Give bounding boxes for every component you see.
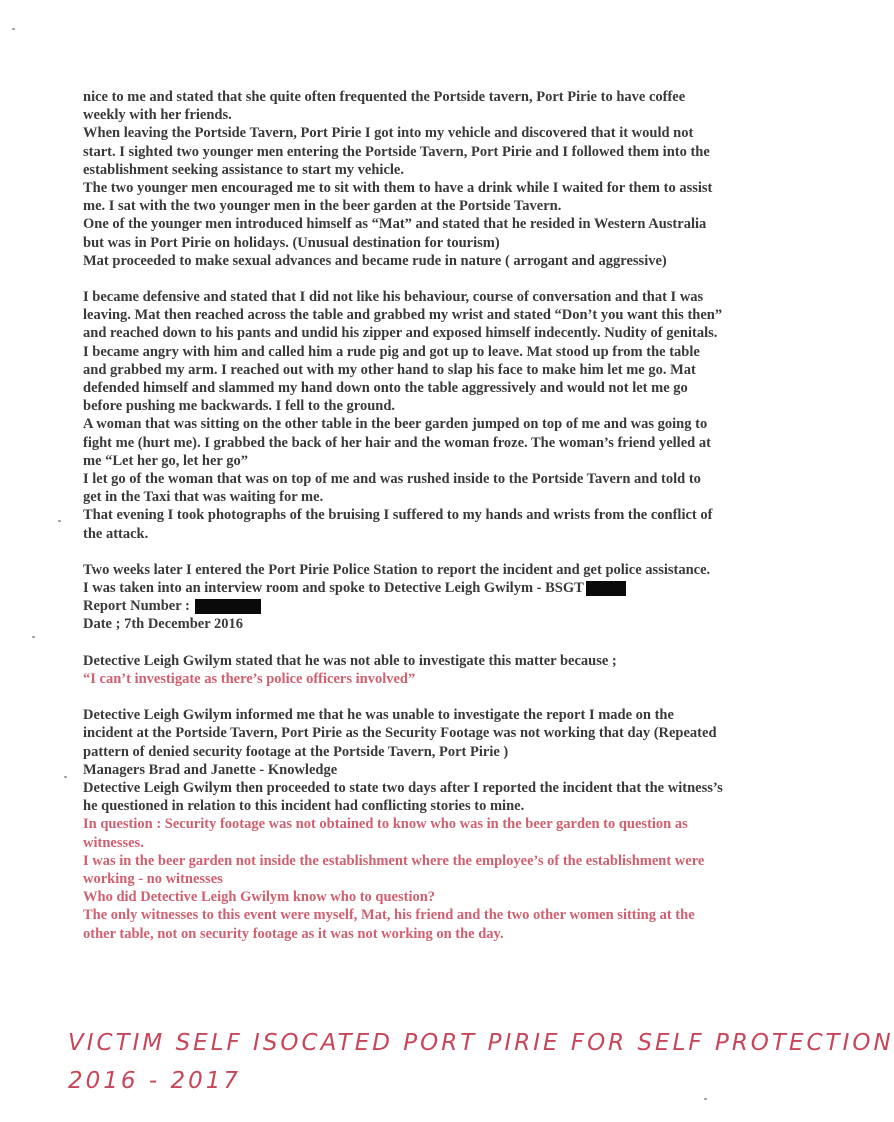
scan-speck bbox=[12, 28, 15, 30]
paragraph: Detective Leigh Gwilym informed me that he was unable to investigate the report I made on the incident at the Portside Tavern, Port Pirie as the Security Footage was not working that day (Repeated pattern of denied security footage at the Portside Tavern, Port Pirie ) bbox=[83, 707, 717, 760]
paragraph-gap bbox=[83, 688, 723, 706]
paragraph: I became angry with him and called him a rude pig and got up to leave. Mat stood up from the table and grabbed my arm. I reached out with my other hand to slap his face to make him let me go. Mat defended himself and slammed my hand down onto the table aggressively and would not let me go before pushing me backwards. I fell to the ground. bbox=[83, 343, 700, 415]
paragraph: Detective Leigh Gwilym stated that he was not able to investigate this matter because ; bbox=[83, 652, 617, 669]
report-number-label: Report Number : bbox=[83, 598, 190, 615]
paragraph: That evening I took photographs of the bruising I suffered to my hands and wrists from the conflict of the attack. bbox=[83, 507, 713, 542]
handwritten-note-line1: VICTIM SELF ISOCATED PORT PIRIE FOR SELF PROTECTION bbox=[68, 1030, 894, 1056]
interview-text: I was taken into an interview room and spoke to Detective Leigh Gwilym - BSGT bbox=[83, 580, 584, 597]
paragraph: I let go of the woman that was on top of me and was rushed inside to the Portside Tavern and told to get in the Taxi that was waiting for me. bbox=[83, 471, 701, 506]
scan-speck bbox=[64, 776, 67, 778]
red-note: The only witnesses to this event were myself, Mat, his friend and the two other women sitting at the other table, not on security footage as it was not working on the day. bbox=[83, 907, 695, 942]
paragraph: nice to me and stated that she quite often frequented the Portside tavern, Port Pirie to have coffee weekly with her friends. bbox=[83, 89, 686, 124]
red-note: I was in the beer garden not inside the establishment where the employee’s of the establishment were working - no witnesses bbox=[83, 852, 705, 887]
paragraph-gap bbox=[83, 634, 723, 652]
paragraph-gap bbox=[83, 543, 723, 561]
paragraph: One of the younger men introduced himself as “Mat” and stated that he resided in Western Australia but was in Port Pirie on holidays. (Unusual destination for tourism) bbox=[83, 216, 707, 251]
paragraph: I became defensive and stated that I did not like his behaviour, course of conversation and that I was leaving. Mat then reached across the table and grabbed my wrist and stated “Don’t you want this then” and reached down to his pants and undid his zipper and exposed himself indecently. Nudity of genitals. bbox=[83, 289, 723, 342]
redaction-box bbox=[586, 581, 626, 596]
paragraph: Two weeks later I entered the Port Pirie Police Station to report the incident and get police assistance. bbox=[83, 561, 711, 578]
statement-body bbox=[83, 88, 723, 943]
handwritten-note-line2: 2016 - 2017 bbox=[68, 1068, 241, 1094]
red-note: Who did Detective Leigh Gwilym know who to question? bbox=[83, 889, 436, 906]
interview-line bbox=[83, 579, 723, 597]
paragraph: Detective Leigh Gwilym then proceeded to state two days after I reported the incident that the witness’s he questioned in relation to this incident had conflicting stories to mine. bbox=[83, 779, 723, 815]
redaction-box bbox=[195, 599, 261, 614]
scan-speck bbox=[32, 636, 35, 638]
scan-speck bbox=[58, 520, 61, 522]
paragraph: Managers Brad and Janette - Knowledge bbox=[83, 761, 338, 778]
paragraph: When leaving the Portside Tavern, Port Pirie I got into my vehicle and discovered that it would not start. I sighted two younger men entering the Portside Tavern, Port Pirie and I followed them into the establishment seeking assistance to start my vehicle. bbox=[83, 125, 710, 178]
red-note: In question : Security footage was not obtained to know who was in the beer garden to question as witnesses. bbox=[83, 816, 688, 851]
paragraph-gap bbox=[83, 270, 723, 288]
paragraph: A woman that was sitting on the other table in the beer garden jumped on top of me and was going to fight me (hurt me). I grabbed the back of her hair and the woman froze. The woman’s friend yelled at me “Let her go, let her go” bbox=[83, 416, 711, 469]
paragraph: Mat proceeded to make sexual advances and became rude in nature ( arrogant and aggressive) bbox=[83, 252, 667, 269]
scan-speck bbox=[704, 1098, 707, 1100]
paragraph: The two younger men encouraged me to sit with them to have a drink while I waited for them to assist me. I sat with the two younger men in the beer garden at the Portside Tavern. bbox=[83, 180, 713, 215]
report-date: Date ; 7th December 2016 bbox=[83, 616, 243, 633]
report-number-line bbox=[83, 597, 723, 615]
detective-quote: “I can’t investigate as there’s police officers involved” bbox=[83, 670, 416, 687]
